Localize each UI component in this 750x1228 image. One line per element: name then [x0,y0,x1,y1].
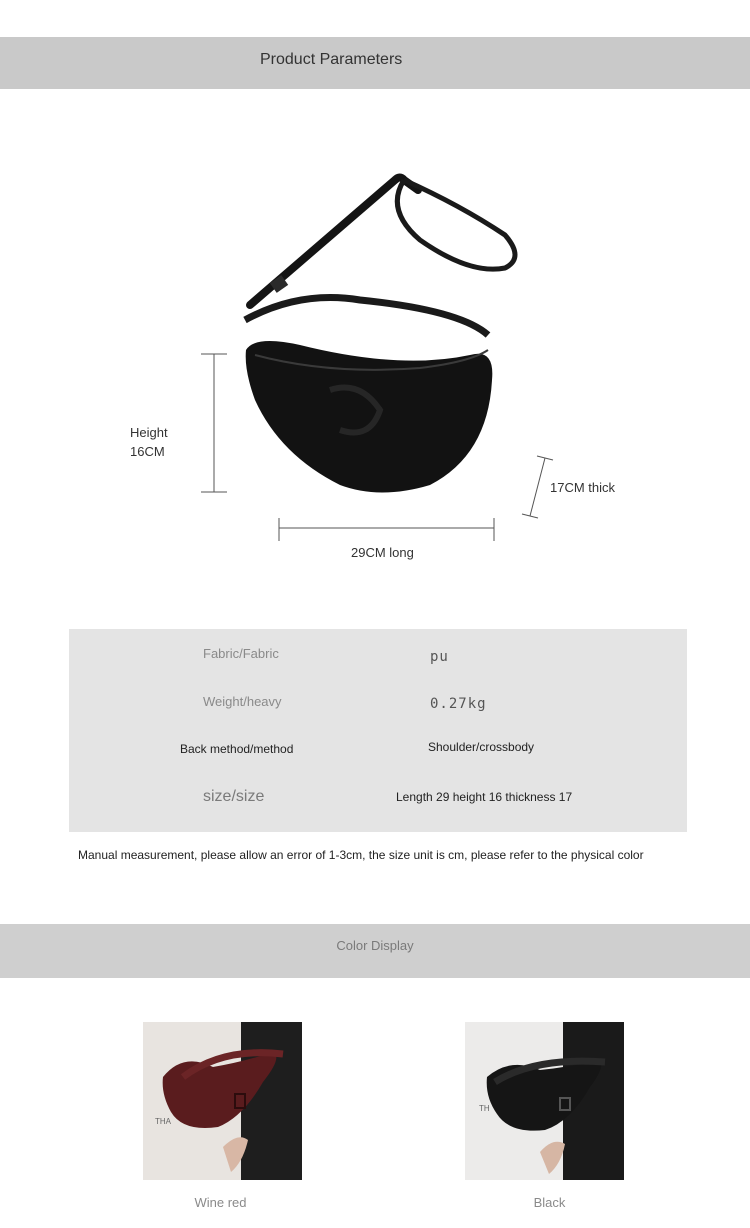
spec-key-weight: Weight/heavy [203,694,282,709]
product-parameters-banner [0,37,750,89]
spec-value-fabric: pu [430,649,449,665]
color-label-black: Black [533,1195,566,1210]
svg-text:THA: THA [155,1117,171,1126]
bag-strap-right [245,298,488,336]
color-swatch-black[interactable] [465,1022,624,1180]
thickness-label: 17CM thick [550,480,616,495]
height-label: Height 16CM [130,425,168,459]
spec-value-weight: 0.27kg [430,696,487,712]
spec-key-fabric: Fabric/Fabric [203,646,279,661]
svg-text:TH: TH [479,1104,490,1113]
spec-key-size: size/size [203,788,265,805]
spec-table [69,629,687,832]
color-swatch-wine-red[interactable] [143,1022,302,1180]
measurement-note: Manual measurement, please allow an error of 1-3cm, the size unit is cm, please refer to the physical color [78,848,644,862]
color-label-wine-red: Wine red [194,1195,247,1210]
bag-body [246,341,493,493]
length-label: 29CM long [351,545,414,560]
spec-value-size: Length 29 height 16 thickness 17 [396,790,573,804]
spec-value-carry-method: Shoulder/crossbody [428,740,535,754]
color-display-banner [0,924,750,978]
bag-dimension-diagram [0,150,750,580]
section-title: Product Parameters [260,51,403,68]
bag-strap-loop [397,180,515,269]
spec-key-carry-method: Back method/method [180,742,294,756]
section-title: Color Display [336,938,414,953]
